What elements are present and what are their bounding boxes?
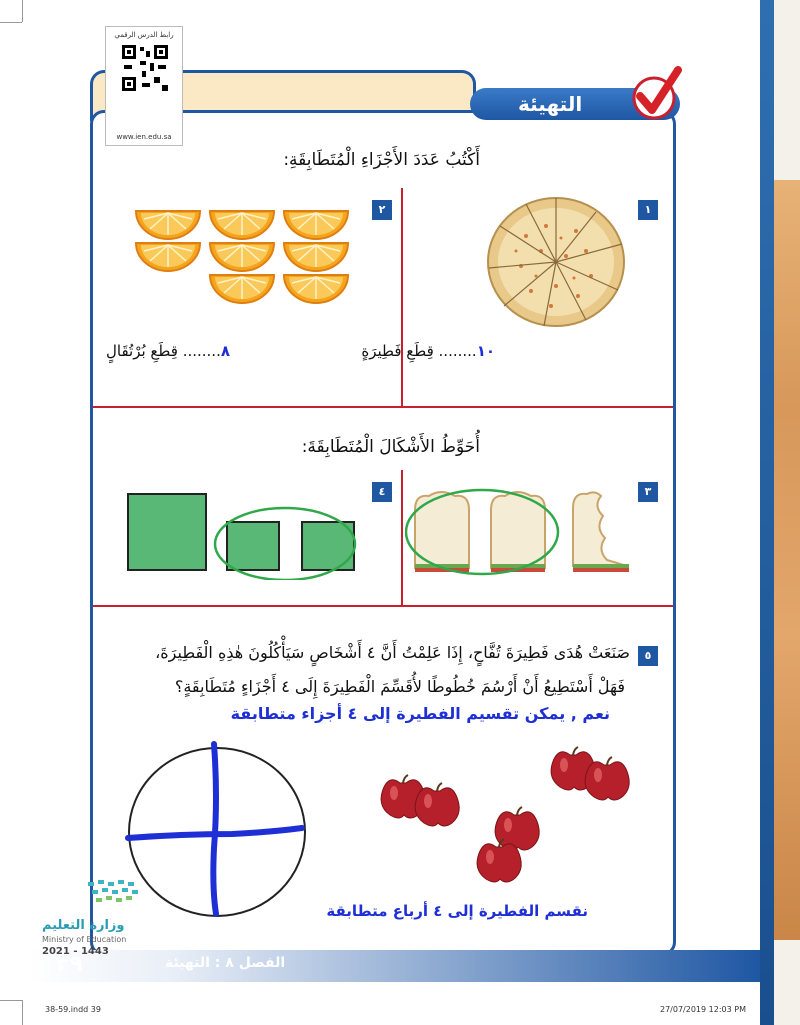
apples-illustration [378, 745, 633, 890]
item2-dots: ........ [182, 342, 221, 360]
part1-instruction: أَكْتُبُ عَدَدَ الأَجْزَاءِ الْمُتَطَابِقَةِ: [283, 150, 480, 170]
wood-edge-decoration [770, 180, 800, 940]
edition-years: 2021 - 1443 [42, 946, 109, 957]
item-number-badge: ١ [638, 200, 658, 220]
divider-horizontal-1 [93, 406, 673, 408]
item1-dots: ........ [438, 342, 477, 360]
item1-answer: ١٠ [476, 342, 495, 360]
print-stamp: 27/07/2019 12:03 PM [660, 1005, 746, 1014]
sandwiches-illustration [405, 488, 640, 578]
pizza-illustration [486, 196, 626, 328]
crop-mark [22, 1000, 23, 1025]
blue-edge-strip [760, 0, 774, 1025]
file-slug: 38-59.indd 39 [45, 1005, 101, 1014]
qr-url[interactable]: www.ien.edu.sa [116, 133, 172, 141]
item1-caption [361, 342, 495, 360]
q5-handwritten-answer: نعم , يمكن تقسيم الفطيرة إلى ٤ أجزاء متطابقة [230, 704, 610, 723]
squares-illustration [125, 490, 370, 580]
q5-line2: فَهَلْ أَسْتَطِيعُ أَنْ أَرْسُمَ خُطُوطًا لأُقَسِّمَ الْفَطِيرَةَ إِلَى ٤ أَجْزَاءٍ مُتَطَابِقَةٍ؟ [174, 677, 625, 696]
section-title-text: التهيئة [518, 92, 583, 116]
item-number-badge: ٣ [638, 482, 658, 502]
qr-code-icon [120, 43, 170, 93]
pie-circle-diagram [122, 738, 312, 918]
q5-line1: صَنَعَتْ هُدَى فَطِيرَةَ تُفَّاحٍ، إِذَا عَلِمْتُ أَنَّ ٤ أَشْخَاصٍ سَيَأْكُلُونَ هٰذِهِ الْفَطِيرَةَ، [155, 643, 630, 662]
divider-vertical-1 [401, 188, 403, 406]
item-number-badge: ٢ [372, 200, 392, 220]
part2-instruction: أُحَوِّطُ الأَشْكَالَ الْمُتَطَابِقَةَ: [301, 437, 480, 457]
page-number: ٣٩ [56, 952, 83, 977]
item-number-badge: ٥ [638, 646, 658, 666]
ministry-name-ar: وزارة التعليم [42, 918, 125, 933]
crop-mark [22, 0, 23, 22]
footer-bar [30, 950, 760, 982]
divider-vertical-2 [401, 470, 403, 606]
item1-label: قِطَعِ فَطِيرَةٍ [361, 342, 434, 360]
q5-handwritten-note: نقسم الفطيرة إلى ٤ أرباع متطابقة [326, 902, 588, 920]
item-number-badge: ٤ [372, 482, 392, 502]
checkmark-icon [632, 66, 682, 122]
ministry-name-en: Ministry of Education [42, 935, 127, 944]
crop-mark [0, 22, 22, 23]
chapter-label: الفصل ٨ : التهيئة [165, 955, 286, 971]
item2-label: قِطَعِ بُرْتُقَالٍ [105, 342, 178, 360]
ministry-logo-icon [86, 878, 146, 908]
item2-caption [106, 342, 230, 360]
divider-horizontal-2 [93, 605, 673, 607]
qr-card[interactable] [105, 26, 183, 146]
item2-answer: ٨ [220, 342, 230, 360]
qr-label: رابط الدرس الرقمي [114, 31, 174, 39]
orange-slices-illustration [132, 205, 352, 310]
crop-mark [0, 1000, 22, 1001]
